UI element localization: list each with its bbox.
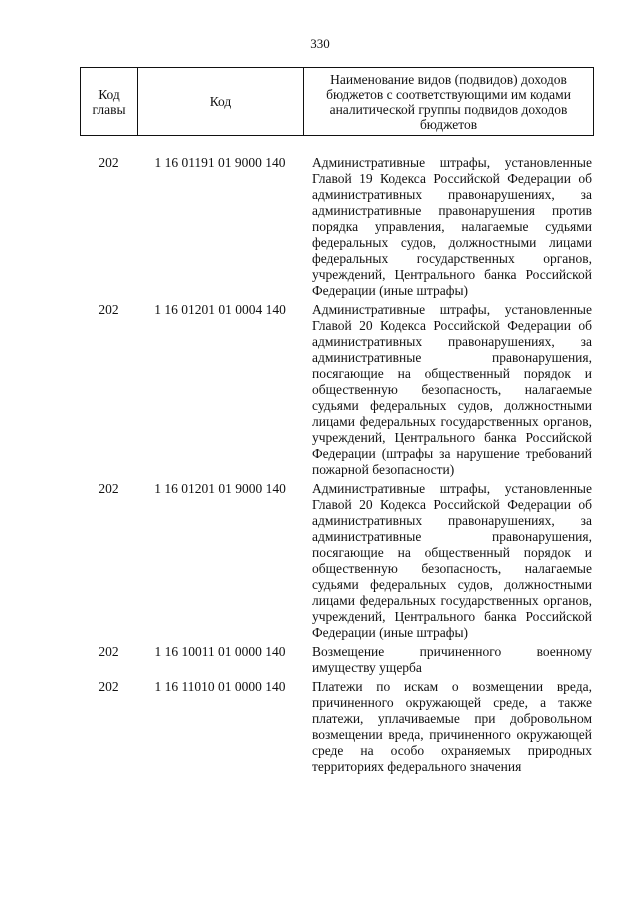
table-row <box>80 155 593 299</box>
income-name: Административные штрафы, установленные Главой 20 Кодекса Российской Федерации об административных правонарушениях, за административные правонарушения, посягающие на общественный порядок и общественную безопасность, налагаемые судьями федеральных судов, должностными лицами федеральных государственных органов, учреждений, Центрального банка Российской Федерации (иные штрафы) <box>312 481 592 640</box>
income-name: Административные штрафы, установленные Главой 19 Кодекса Российской Федерации об административных правонарушениях, за административные правонарушения против порядка управления, налагаемые судьями федеральных судов, должностными лицами федеральных государственных органов, учреждений, Центрального банка Российской Федерации (иные штрафы) <box>312 155 592 298</box>
income-name: Административные штрафы, установленные Главой 20 Кодекса Российской Федерации об административных правонарушениях, за административные правонарушения, посягающие на общественный порядок и общественную безопасность, налагаемые судьями федеральных судов, должностными лицами федеральных государственных органов, учреждений, Центрального банка Российской Федерации (штрафы за нарушение требований пожарной безопасности) <box>312 302 592 477</box>
income-code: 1 16 01201 01 9000 140 <box>154 481 286 496</box>
income-name: Платежи по искам о возмещении вреда, причиненного окружающей среде, а также платежи, уплачиваемые при добровольном возмещении вреда, причиненного окружающей среде на особо охраняемых природных территориях федерального значения <box>312 679 592 774</box>
chapter-code: 202 <box>98 644 119 659</box>
income-code: 1 16 11010 01 0000 140 <box>154 679 286 694</box>
table-row <box>80 679 593 775</box>
chapter-code: 202 <box>98 679 119 694</box>
income-code: 1 16 01191 01 9000 140 <box>154 155 286 170</box>
chapter-code: 202 <box>98 302 119 317</box>
income-name: Возмещение причиненного военному имуществу ущерба <box>312 644 592 675</box>
chapter-code: 202 <box>98 155 119 170</box>
chapter-code: 202 <box>98 481 119 496</box>
income-code: 1 16 01201 01 0004 140 <box>154 302 286 317</box>
header-chapter-code: Код главы <box>81 68 138 136</box>
table-row <box>80 644 593 676</box>
table-row <box>80 302 593 478</box>
table-body <box>80 155 593 778</box>
income-code: 1 16 10011 01 0000 140 <box>154 644 286 659</box>
table-row <box>80 481 593 641</box>
page-number: 330 <box>310 36 330 51</box>
header-code: Код <box>138 68 304 136</box>
header-name: Наименование видов (подвидов) доходов бюджетов с соответствующими им кодами аналитической группы подвидов доходов бюджетов <box>304 68 594 136</box>
table-header <box>80 67 594 136</box>
